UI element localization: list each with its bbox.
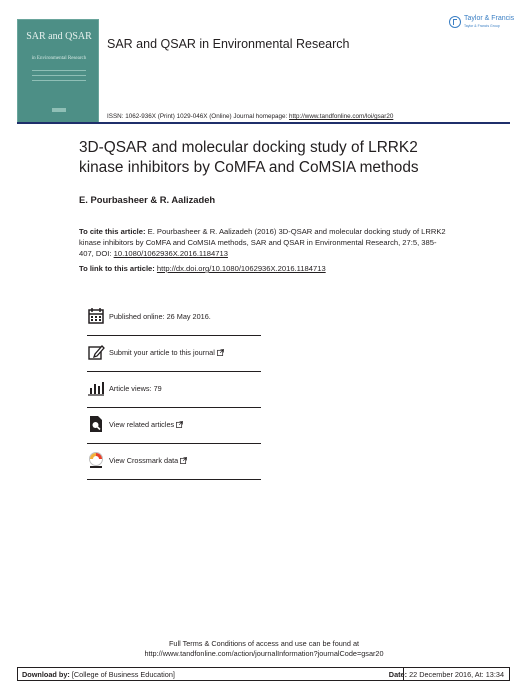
cover-title: SAR and QSAR xyxy=(26,31,92,42)
download-by-label: Download by: xyxy=(22,670,70,679)
journal-cover-thumbnail xyxy=(17,19,99,123)
published-online-item xyxy=(87,299,261,336)
link-label: To link to this article: xyxy=(79,264,157,273)
related-articles-item[interactable] xyxy=(87,407,261,444)
external-link-icon xyxy=(180,457,187,464)
submit-article-item[interactable] xyxy=(87,335,261,372)
download-date xyxy=(389,670,504,679)
article-views-item xyxy=(87,371,261,408)
citation-block xyxy=(79,226,449,259)
terms-line-1: Full Terms & Conditions of access and use can be found at xyxy=(168,639,360,648)
crossmark-label[interactable]: View Crossmark data xyxy=(109,456,187,465)
article-doi-link[interactable]: http://dx.doi.org/10.1080/1062936X.2016.1184713 xyxy=(156,264,326,273)
publisher-logo xyxy=(449,14,519,34)
header-rule xyxy=(17,122,510,124)
bar-chart-icon xyxy=(87,379,105,397)
cover-subtitle: in Environmental Research xyxy=(31,56,87,61)
publisher-name: Taylor & Francis xyxy=(464,15,515,22)
document-search-icon xyxy=(87,415,105,433)
article-title: 3D-QSAR and molecular docking study of LRRK2 kinase inhibitors by CoMFA and CoMSIA methods xyxy=(79,139,419,176)
download-by xyxy=(22,670,175,679)
citation-doi-link[interactable]: 10.1080/1062936X.2016.1184713 xyxy=(113,249,228,258)
download-date-label: Date: xyxy=(388,670,408,679)
submit-article-label[interactable]: Submit your article to this journal xyxy=(109,348,224,357)
citation-text: E. Pourbasheer & R. Aalizadeh (2016) 3D-QSAR and molecular docking study of LRRK2 kinase inhibitors by CoMFA and CoMSIA methods, SAR and QSAR in Environmental Research, 27:5, 385-407, DOI: xyxy=(79,227,446,258)
published-online-label: Published online: 26 May 2016. xyxy=(109,312,211,321)
article-link-line xyxy=(79,264,326,273)
calendar-icon xyxy=(87,307,105,325)
article-views-label: Article views: 79 xyxy=(109,384,162,393)
publisher-logo-icon xyxy=(449,16,461,28)
related-articles-label[interactable]: View related articles xyxy=(109,420,183,429)
crossmark-item[interactable] xyxy=(87,443,261,480)
terms-link[interactable]: http://www.tandfonline.com/action/journalInformation?journalCode=gsar20 xyxy=(144,649,384,658)
external-link-icon xyxy=(217,349,224,356)
external-link-icon xyxy=(176,421,183,428)
download-date-value: 22 December 2016, At: 13:34 xyxy=(407,670,504,679)
issn-text: ISSN: 1062-936X (Print) 1029-046X (Online) Journal homepage: xyxy=(107,113,290,120)
terms-notice xyxy=(0,639,528,659)
issn-line xyxy=(107,113,393,120)
citation-label: To cite this article: xyxy=(79,227,146,236)
download-by-value: [College of Business Education] xyxy=(69,670,175,679)
cover-decoration xyxy=(32,70,86,88)
crossmark-icon xyxy=(87,451,105,469)
publisher-tagline: Taylor & Francis Group xyxy=(464,24,500,28)
article-authors: E. Pourbasheer & R. Aalizadeh xyxy=(79,194,216,205)
download-info-bar xyxy=(17,667,510,681)
cover-publisher-mark xyxy=(52,108,66,112)
journal-name: SAR and QSAR in Environmental Research xyxy=(107,37,350,51)
journal-homepage-link[interactable]: http://www.tandfonline.com/loi/gsar20 xyxy=(289,113,394,120)
edit-icon xyxy=(87,343,105,361)
